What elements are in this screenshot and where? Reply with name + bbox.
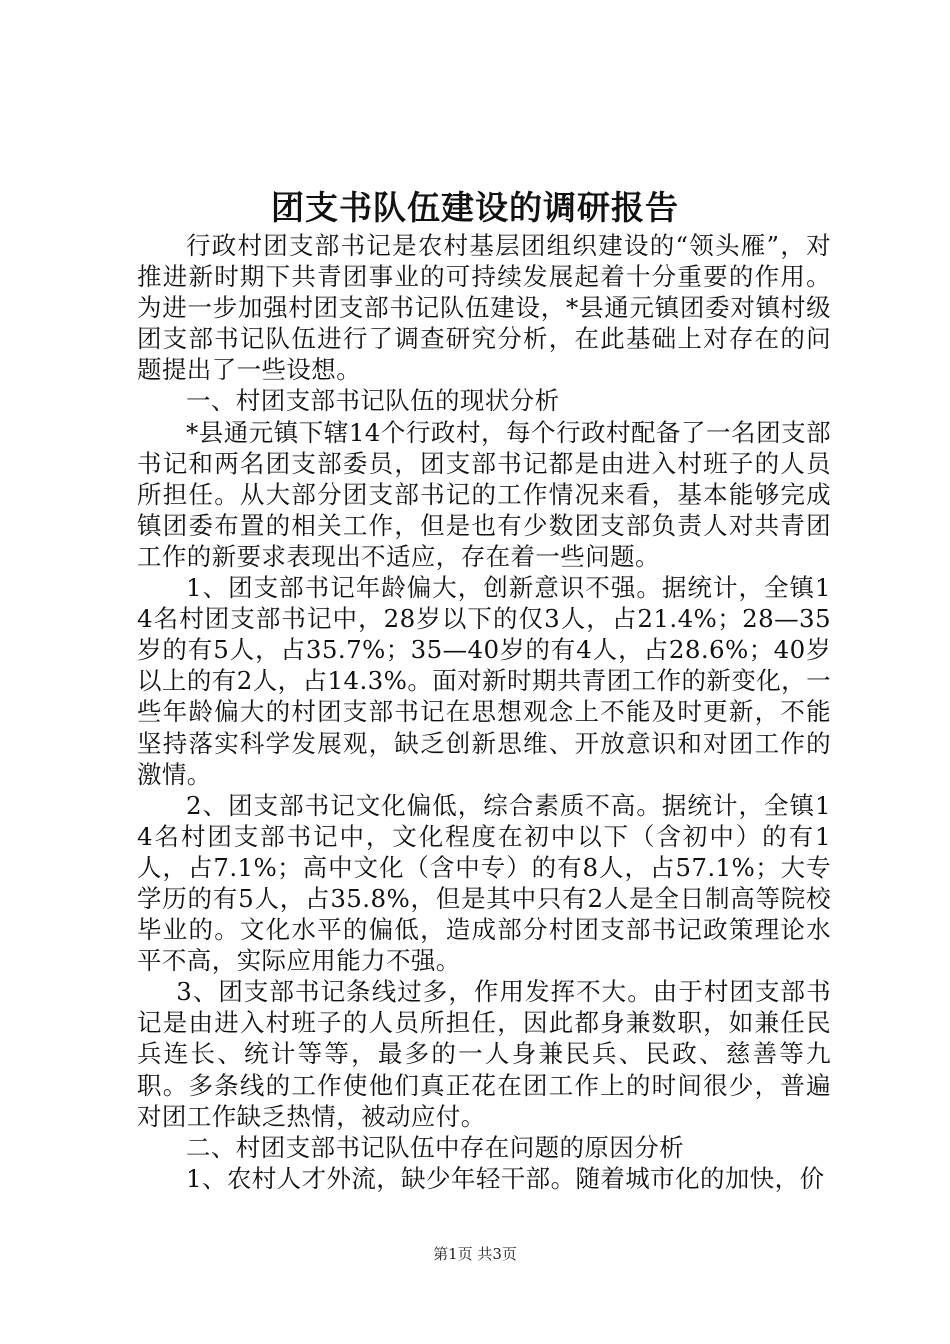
age-paragraph: 1、团支部书记年龄偏大，创新意识不强。据统计，全镇14名村团支部书记中，28岁以下的仅3人，占21.4%；28—35岁的有5人，占35.7%；35—40岁的有4人，占28.6%；40岁以上的有2人，占14.3%。面对新时期共青团工作的新变化，一些年龄偏大的村团支部书记在思想观念上不能及时更新，不能坚持落实科学发展观，缺乏创新思维、开放意识和对团工作的激情。 <box>137 573 831 789</box>
duties-paragraph: 3、团支部书记条线过多，作用发挥不大。由于村团支部书记是由进入村班子的人员所担任，因此都身兼数职，如兼任民兵连长、统计等等，最多的一人身兼民兵、民政、慈善等九职。多条线的工作使他们真正花在团工作上的时间很少，普遍对团工作缺乏热情，被动应付。 <box>137 977 831 1131</box>
status-paragraph: *县通元镇下辖14个行政村，每个行政村配备了一名团支部书记和两名团支部委员，团支部书记都是由进入村班子的人员所担任。从大部分团支部书记的工作情况来看，基本能够完成镇团委布置的相关工作，但是也有少数团支部负责人对共青团工作的新要求表现出不适应，存在着一些问题。 <box>137 417 831 571</box>
page-footer: 第1页 共3页 <box>433 1245 517 1263</box>
section-heading-1: 一、村团支部书记队伍的现状分析 <box>186 386 560 416</box>
education-paragraph: 2、团支部书记文化偏低，综合素质不高。据统计，全镇14名村团支部书记中，文化程度在初中以下（含初中）的有1人，占7.1%；高中文化（含中专）的有8人，占57.1%；大专学历的有5人，占35.8%，但是其中只有2人是全日制高等院校毕业的。文化水平的偏低，造成部分村团支部书记政策理论水平不高，实际应用能力不强。 <box>137 790 831 976</box>
intro-paragraph: 行政村团支部书记是农村基层团组织建设的“领头雁”，对推进新时期下共青团事业的可持续发展起着十分重要的作用。为进一步加强村团支部书记队伍建设，*县通元镇团委对镇村级团支部书记队伍进行了调查研究分析，在此基础上对存在的问题提出了一些设想。 <box>137 231 831 385</box>
talent-paragraph: 1、农村人才外流，缺少年轻干部。随着城市化的加快，价 <box>186 1163 825 1193</box>
document-title: 团支书队伍建设的调研报告 <box>271 188 679 227</box>
section-heading-2: 二、村团支部书记队伍中存在问题的原因分析 <box>186 1132 684 1162</box>
document-body <box>137 230 831 1194</box>
